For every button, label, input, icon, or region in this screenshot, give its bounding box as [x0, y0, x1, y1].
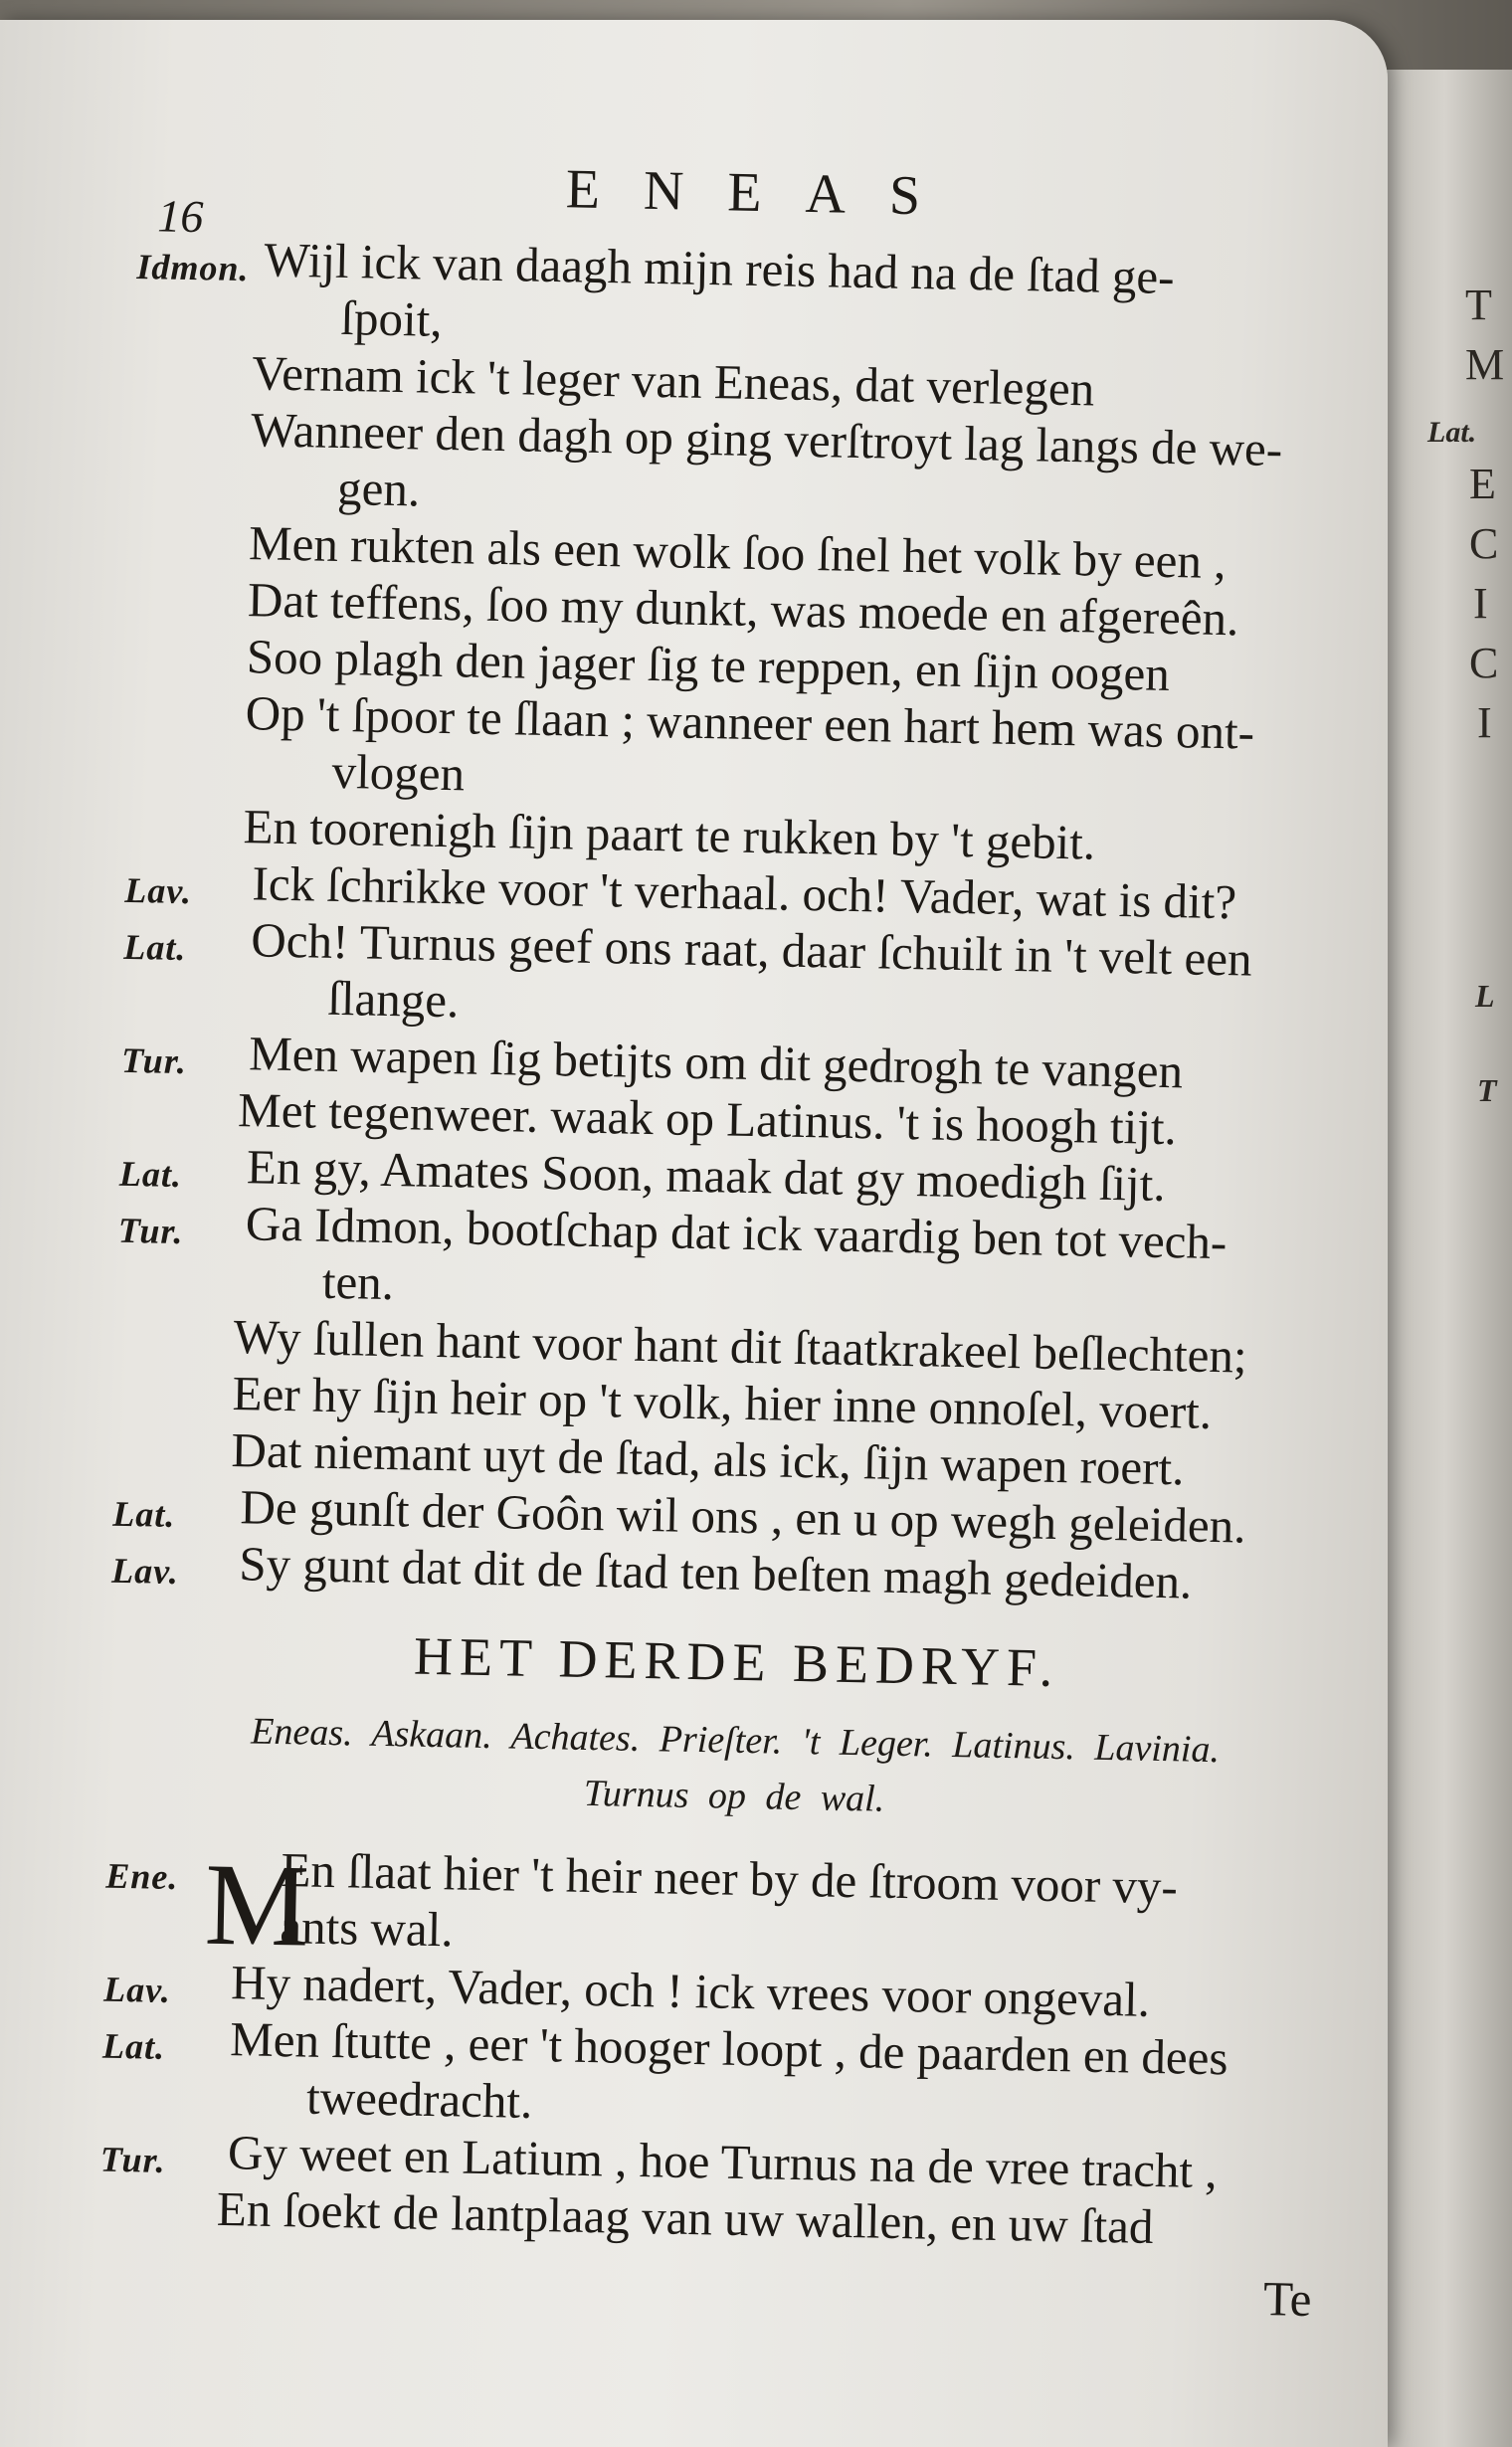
speaker-label: Tur.	[117, 1210, 184, 1252]
verse-text: De gunſt der Goôn wil ons , en u op wegh geleiden.	[240, 1479, 1246, 1554]
verse-block-act2	[111, 229, 1391, 1613]
verse-text: tweedracht.	[305, 2069, 533, 2129]
facing-page-fragment: C	[1469, 639, 1499, 687]
verse-text: Dat niemant uyt de ſtad, als ick, ſijn wapen roert.	[231, 1422, 1185, 1496]
cast-list-line: Turnus op de wal.	[583, 1772, 885, 1820]
verse-text: Ick ſchrikke voor 't verhaal. och! Vader, wat is dit?	[252, 855, 1237, 930]
verse-text: Dat teffens, ſoo my dunkt, was moede en afgereên.	[247, 572, 1239, 647]
verse-text: Sy gunt dat dit de ſtad ten beſten magh gedeiden.	[238, 1536, 1193, 1609]
verse-text: ants wal.	[279, 1899, 455, 1958]
verse-text: ſpoit,	[339, 289, 444, 347]
facing-page-fragment: I	[1477, 698, 1492, 747]
verse-text: Gy weet en Latium , hoe Turnus na de vree tracht ,	[227, 2125, 1219, 2199]
verse-text: En toorenigh ſijn paart te rukken by 't gebit.	[243, 799, 1096, 870]
page-title: ENEAS	[565, 158, 965, 228]
verse-text: Ga Idmon, bootſchap dat ick vaardig ben tot vech-	[245, 1196, 1228, 1270]
speaker-label: Lat.	[122, 926, 187, 969]
speaker-label: Lat.	[118, 1153, 183, 1196]
verse-text: En ſoekt de lantplaag van uw wallen, en uw ſtad	[216, 2180, 1154, 2254]
speaker-label: Ene.	[105, 1855, 179, 1898]
verse-text: Wy ſullen hant voor hant dit ſtaatkrakeel beſlechten;	[233, 1309, 1248, 1384]
drop-cap: M	[203, 1838, 311, 1972]
verse-block-act3	[98, 1838, 1359, 2328]
verse-text: Och! Turnus geef ons raat, daar ſchuilt in 't velt een	[250, 912, 1253, 987]
cast-list-line: Eneas. Askaan. Achates. Prieſter. 't Leger. Latinus. Lavinia.	[250, 1710, 1221, 1772]
speaker-label: Lav.	[124, 869, 193, 912]
facing-page-fragment: I	[1473, 579, 1488, 628]
verse-text: Vernam ick 't leger van Eneas, dat verlegen	[251, 345, 1095, 417]
facing-page-fragment: T	[1477, 1072, 1497, 1108]
catchword: Te	[1262, 2271, 1312, 2328]
facing-page-fragment: E	[1469, 460, 1496, 508]
speaker-label: Lat.	[111, 1493, 176, 1535]
facing-page-fragment: Lat.	[1427, 416, 1477, 449]
verse-text: Eer hy ſijn heir op 't volk, hier inne onnoſel, voert.	[232, 1366, 1213, 1439]
verse-lines-act3	[98, 1838, 1359, 2259]
verse-text: Men ſtutte , eer 't hooger loopt , de paarden en dees	[229, 2011, 1229, 2086]
verse-text: Wanneer den dagh op ging verſtroyt lag langs de we-	[250, 402, 1283, 477]
section-heading: HET DERDE BEDRYF.	[413, 1625, 1060, 1699]
verse-text: ſlange.	[326, 970, 460, 1029]
facing-page-fragment: L	[1475, 978, 1495, 1014]
facing-page-edge	[1378, 70, 1512, 2447]
verse-text: Wijl ick van daagh mijn reis had na de ſtad ge-	[264, 232, 1176, 304]
facing-page-fragment: T	[1465, 281, 1492, 329]
facing-page-fragment: M	[1465, 340, 1505, 389]
verse-text: En gy, Amates Soon, maak dat gy moedigh ſijt.	[246, 1139, 1167, 1212]
verse-text: gen.	[336, 460, 421, 517]
page-number: 16	[156, 190, 204, 243]
verse-text: Men wapen ſig betijts om dit gedrogh te vangen	[248, 1026, 1184, 1099]
speaker-label: Idmon.	[136, 246, 250, 289]
verse-text: Met tegenweer. waak op Latinus. 't is hoogh tijt.	[237, 1082, 1178, 1156]
speaker-label: Lav.	[110, 1550, 180, 1593]
speaker-label: Tur.	[99, 2139, 166, 2180]
speaker-label: Tur.	[120, 1039, 188, 1082]
verse-text: Men rukten als een wolk ſoo ſnel het volk by een ,	[248, 515, 1227, 590]
verse-text: ten.	[321, 1253, 395, 1311]
cast-list	[107, 1701, 1363, 1836]
verse-text: Op 't ſpoor te ſlaan ; wanneer een hart hem was ont-	[245, 685, 1255, 760]
book-page	[0, 20, 1388, 2447]
verse-text: En ſlaat hier 't heir neer by de ſtroom voor vy-	[281, 1842, 1179, 1915]
speaker-label: Lat.	[101, 2025, 166, 2067]
speaker-label: Lav.	[102, 1969, 172, 2010]
page-content	[98, 134, 1392, 2328]
verse-text: Hy nadert, Vader, och ! ick vrees voor ongeval.	[230, 1955, 1151, 2027]
verse-text: vlogen	[331, 743, 466, 802]
facing-page-fragment: C	[1469, 519, 1499, 568]
verse-text: Soo plagh den jager ſig te reppen, en ſijn oogen	[246, 629, 1171, 701]
